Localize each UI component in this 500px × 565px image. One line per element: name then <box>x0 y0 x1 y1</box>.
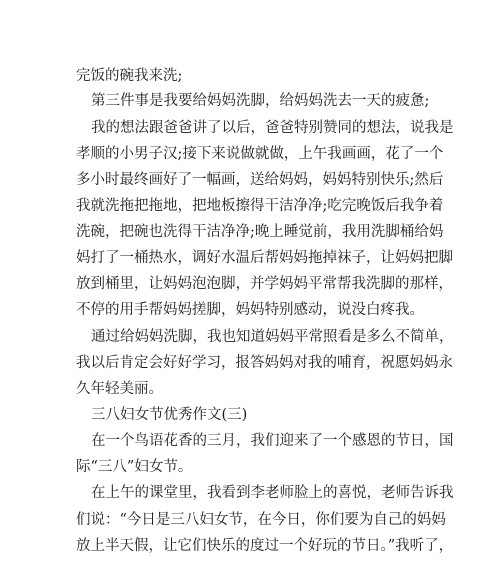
text-line-5: 多小时最终画好了一幅画，送给妈妈，妈妈特别快乐;然后 <box>76 172 444 188</box>
text-line-18: 们说：“今日是三八妇女节，在今日，你们要为自己的妈妈 <box>76 512 446 528</box>
text-line-2: 第三件事是我要给妈妈洗脚，给妈妈洗去一天的疲惫; <box>91 93 430 109</box>
text-line-15: 在一个鸟语花香的三月，我们迎来了一个感恩的节日，国 <box>91 433 454 449</box>
text-line-12: 我以后肯定会好好学习，报答妈妈对我的哺育，祝愿妈妈永 <box>76 355 453 371</box>
section-heading: 三八妇女节优秀作文(三) <box>91 407 248 423</box>
text-line-7: 洗碗，把碗也洗得干洁净净;晚上睡觉前，我用洗脚桶给妈 <box>76 224 444 240</box>
text-line-11: 通过给妈妈洗脚，我也知道妈妈平常照看是多么不简单， <box>91 329 454 345</box>
text-line-4: 孝顺的小男子汉;接下来说做就做，上午我画画，花了一个 <box>76 146 444 162</box>
text-line-8: 妈打了一桶热水，调好水温后帮妈妈拖掉袜子，让妈妈把脚 <box>76 250 453 266</box>
text-line-10: 不停的用手帮妈妈搓脚，妈妈特别感动，说没白疼我。 <box>76 302 424 318</box>
text-line-1: 完饭的碗我来洗; <box>76 68 183 84</box>
text-line-9: 放到桶里，让妈妈泡泡脚，并学妈妈平常帮我洗脚的那样， <box>76 276 453 292</box>
text-line-16: 际“三八”妇女节。 <box>76 459 193 475</box>
text-line-6: 我就洗拖把拖地，把地板擦得干洁净净;吃完晚饭后我争着 <box>76 198 444 214</box>
text-line-17: 在上午的课堂里，我看到李老师脸上的喜悦，老师告诉我 <box>91 485 454 501</box>
text-line-13: 久年轻美丽。 <box>76 381 163 397</box>
text-line-3: 我的想法跟爸爸讲了以后，爸爸特别赞同的想法，说我是 <box>91 120 454 136</box>
text-line-19: 放上半天假，让它们快乐的度过一个好玩的节日。”我听了， <box>76 538 454 554</box>
